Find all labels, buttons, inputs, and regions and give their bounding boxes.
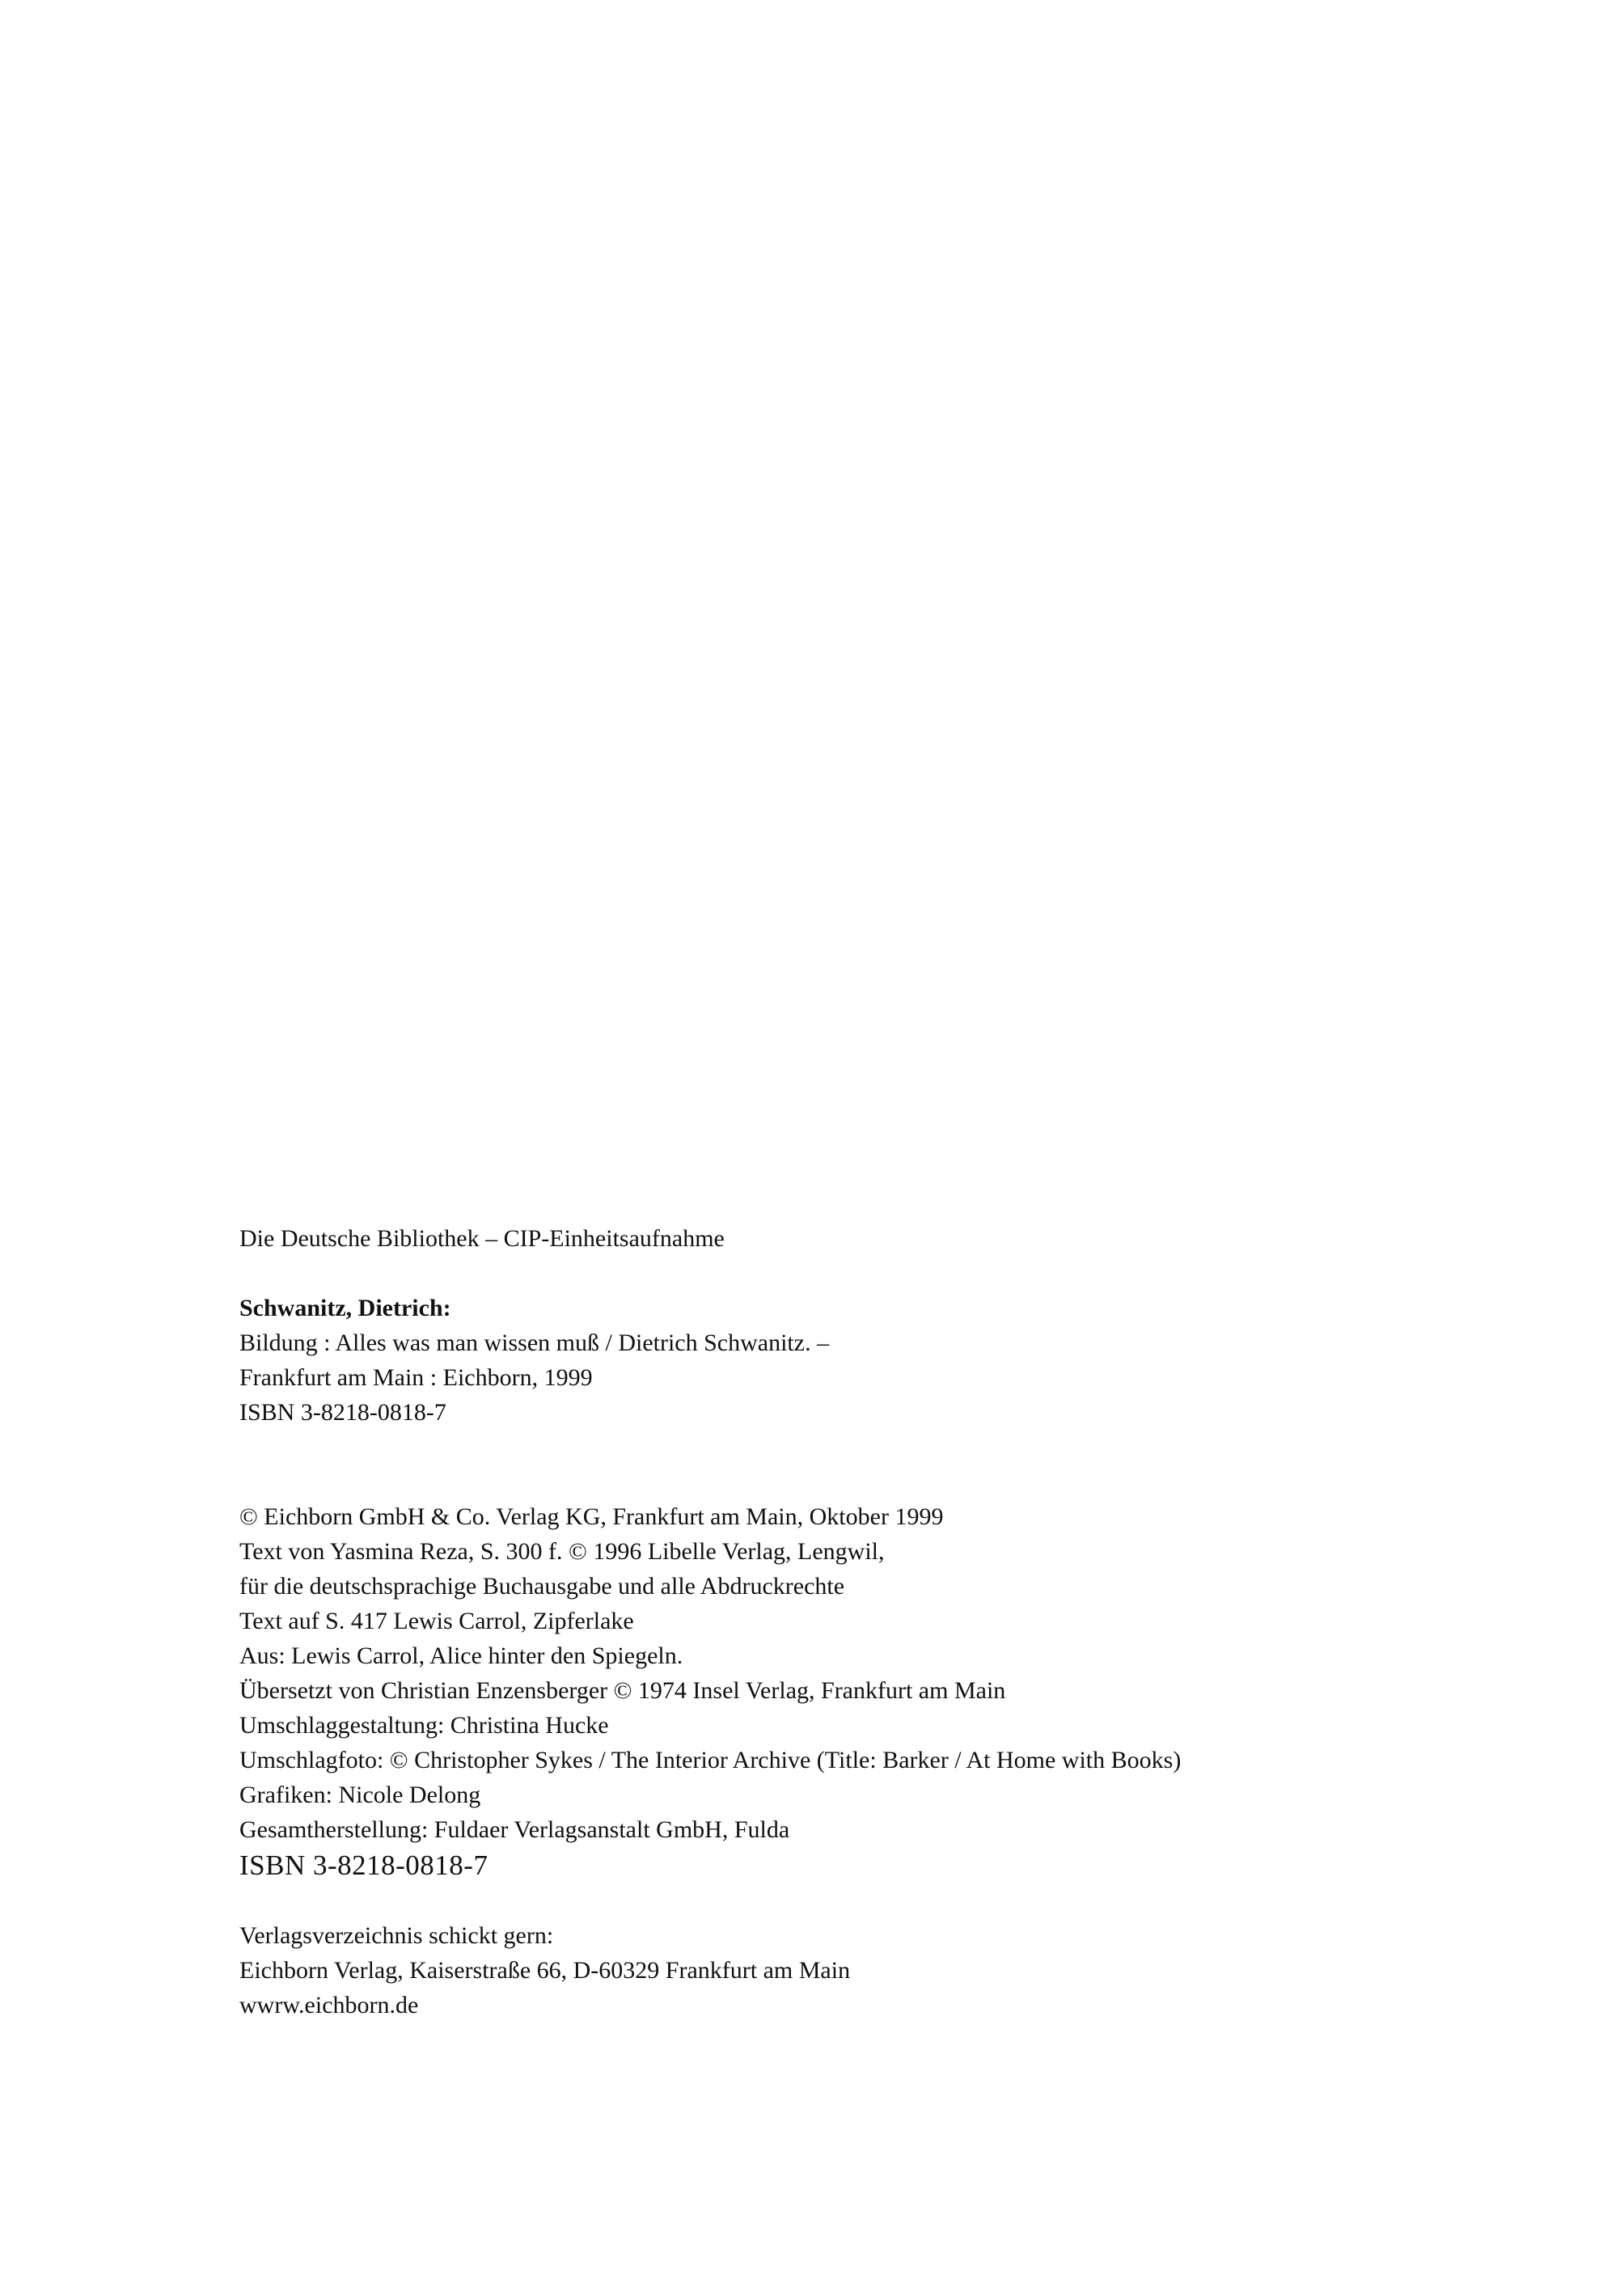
book-isbn: ISBN 3-8218-0818-7 <box>239 1849 488 1881</box>
copyright-line: Umschlaggestaltung: Christina Hucke <box>239 1712 609 1739</box>
spacer <box>239 1883 1574 1918</box>
copyright-line: Gesamtherstellung: Fuldaer Verlagsanstalt GmbH, Fulda <box>239 1816 790 1843</box>
cip-title-line: Bildung : Alles was man wissen muß / Dietrich Schwanitz. – <box>239 1329 830 1356</box>
copyright-line: Umschlagfoto: © Christopher Sykes / The Interior Archive (Title: Barker / At Home with Books) <box>239 1747 1182 1773</box>
copyright-line: © Eichborn GmbH & Co. Verlag KG, Frankfurt am Main, Oktober 1999 <box>239 1503 944 1530</box>
cip-header: Die Deutsche Bibliothek – CIP-Einheitsaufnahme <box>239 1225 725 1252</box>
copyright-line: Text von Yasmina Reza, S. 300 f. © 1996 Libelle Verlag, Lengwil, <box>239 1538 885 1565</box>
imprint-block <box>239 1221 1574 2023</box>
cip-publisher-line: Frankfurt am Main : Eichborn, 1999 <box>239 1364 593 1391</box>
cip-author: Schwanitz, Dietrich: <box>239 1295 451 1321</box>
copyright-line: Text auf S. 417 Lewis Carrol, Zipferlake <box>239 1608 634 1634</box>
spacer <box>239 1256 1574 1291</box>
verzeichnis-intro: Verlagsverzeichnis schickt gern: <box>239 1922 554 1949</box>
copyright-line: Grafiken: Nicole Delong <box>239 1782 481 1808</box>
spacer <box>239 1430 1574 1499</box>
copyright-line: Übersetzt von Christian Enzensberger © 1974 Insel Verlag, Frankfurt am Main <box>239 1677 1006 1704</box>
publisher-website: wwrw.eichborn.de <box>239 1992 419 2018</box>
cip-isbn: ISBN 3-8218-0818-7 <box>239 1399 446 1426</box>
publisher-address: Eichborn Verlag, Kaiserstraße 66, D-60329 Frankfurt am Main <box>239 1957 851 1984</box>
copyright-line: Aus: Lewis Carrol, Alice hinter den Spiegeln. <box>239 1642 683 1669</box>
copyright-section <box>239 1499 1574 1883</box>
copyright-line: für die deutschsprachige Buchausgabe und alle Abdruckrechte <box>239 1573 845 1600</box>
verzeichnis-section <box>239 1918 1574 2023</box>
